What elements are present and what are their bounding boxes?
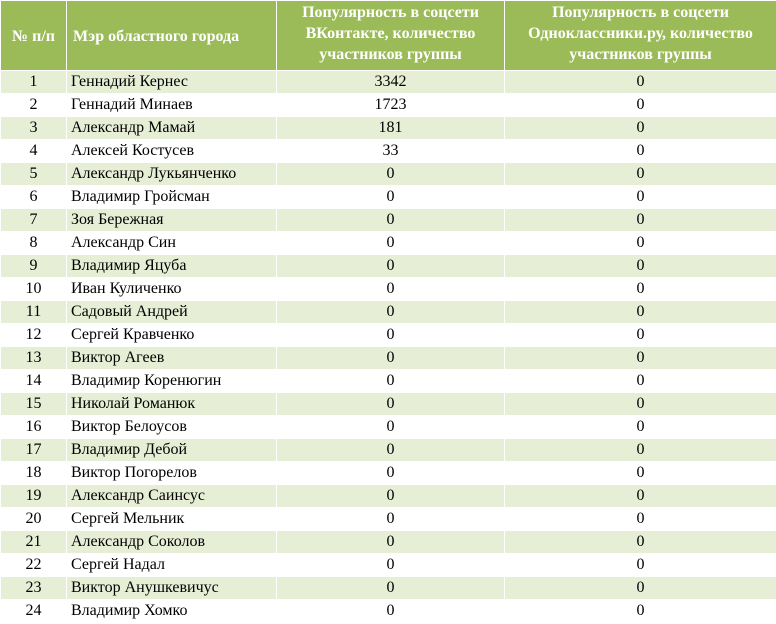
odnoklassniki-count-cell: 0 (505, 209, 776, 232)
odnoklassniki-count-cell: 0 (505, 577, 776, 600)
odnoklassniki-count-cell: 0 (505, 554, 776, 577)
row-number-cell: 14 (1, 370, 67, 393)
row-number-cell: 19 (1, 485, 67, 508)
header-mayor (67, 1, 277, 71)
row-number-cell: 5 (1, 163, 67, 186)
odnoklassniki-count-cell: 0 (505, 439, 776, 462)
row-number-cell: 12 (1, 324, 67, 347)
odnoklassniki-count-cell: 0 (505, 186, 776, 209)
odnoklassniki-count-cell: 0 (505, 301, 776, 324)
mayor-name-cell: Владимир Хомко (67, 600, 277, 623)
vkontakte-count-cell: 0 (277, 255, 505, 278)
table-row (1, 531, 776, 554)
table-row (1, 232, 776, 255)
row-number-cell: 13 (1, 347, 67, 370)
odnoklassniki-count-cell: 0 (505, 347, 776, 370)
row-number-cell: 1 (1, 71, 67, 94)
mayor-name-cell: Владимир Дебой (67, 439, 277, 462)
vkontakte-count-cell: 0 (277, 531, 505, 554)
row-number-cell: 10 (1, 278, 67, 301)
table-row (1, 370, 776, 393)
mayor-name-cell: Геннадий Кернес (67, 71, 277, 94)
mayor-name-cell: Александр Саинсус (67, 485, 277, 508)
vkontakte-count-cell: 1723 (277, 94, 505, 117)
odnoklassniki-count-cell: 0 (505, 393, 776, 416)
header-vkontakte-label: Популярность в соцсети ВКонтакте, количество участников группы (302, 4, 479, 63)
vkontakte-count-cell: 3342 (277, 71, 505, 94)
header-odnoklassniki-label: Популярность в соцсети Одноклассники.ру, количество участников группы (528, 4, 753, 63)
mayor-name-cell: Владимир Яцуба (67, 255, 277, 278)
header-mayor-label: Мэр областного города (73, 27, 240, 45)
row-number-cell: 6 (1, 186, 67, 209)
odnoklassniki-count-cell: 0 (505, 462, 776, 485)
row-number-cell: 4 (1, 140, 67, 163)
vkontakte-count-cell: 0 (277, 508, 505, 531)
odnoklassniki-count-cell: 0 (505, 508, 776, 531)
vkontakte-count-cell: 0 (277, 577, 505, 600)
odnoklassniki-count-cell: 0 (505, 117, 776, 140)
table-row (1, 186, 776, 209)
mayor-name-cell: Виктор Агеев (67, 347, 277, 370)
table-row (1, 324, 776, 347)
table-row (1, 255, 776, 278)
odnoklassniki-count-cell: 0 (505, 416, 776, 439)
mayor-name-cell: Сергей Кравченко (67, 324, 277, 347)
row-number-cell: 23 (1, 577, 67, 600)
vkontakte-count-cell: 0 (277, 278, 505, 301)
table-row (1, 600, 776, 623)
vkontakte-count-cell: 0 (277, 186, 505, 209)
table-row (1, 347, 776, 370)
odnoklassniki-count-cell: 0 (505, 140, 776, 163)
header-row (1, 1, 776, 71)
vkontakte-count-cell: 0 (277, 600, 505, 623)
vkontakte-count-cell: 0 (277, 232, 505, 255)
odnoklassniki-count-cell: 0 (505, 485, 776, 508)
table-row (1, 508, 776, 531)
mayor-name-cell: Владимир Коренюгин (67, 370, 277, 393)
vkontakte-count-cell: 0 (277, 209, 505, 232)
table-row (1, 439, 776, 462)
vkontakte-count-cell: 0 (277, 416, 505, 439)
odnoklassniki-count-cell: 0 (505, 71, 776, 94)
mayor-name-cell: Александр Соколов (67, 531, 277, 554)
header-number-label: № п/п (12, 27, 55, 45)
row-number-cell: 24 (1, 600, 67, 623)
mayor-name-cell: Владимир Гройсман (67, 186, 277, 209)
mayor-name-cell: Александр Син (67, 232, 277, 255)
mayor-name-cell: Виктор Погорелов (67, 462, 277, 485)
vkontakte-count-cell: 0 (277, 485, 505, 508)
table-row (1, 462, 776, 485)
mayor-name-cell: Александр Лукьянченко (67, 163, 277, 186)
vkontakte-count-cell: 0 (277, 163, 505, 186)
table-row (1, 140, 776, 163)
row-number-cell: 16 (1, 416, 67, 439)
row-number-cell: 3 (1, 117, 67, 140)
row-number-cell: 18 (1, 462, 67, 485)
mayor-name-cell: Александр Мамай (67, 117, 277, 140)
row-number-cell: 7 (1, 209, 67, 232)
mayor-name-cell: Зоя Бережная (67, 209, 277, 232)
odnoklassniki-count-cell: 0 (505, 370, 776, 393)
table-row (1, 117, 776, 140)
row-number-cell: 22 (1, 554, 67, 577)
odnoklassniki-count-cell: 0 (505, 531, 776, 554)
row-number-cell: 20 (1, 508, 67, 531)
mayor-name-cell: Виктор Анушкевичус (67, 577, 277, 600)
vkontakte-count-cell: 0 (277, 301, 505, 324)
header-odnoklassniki (505, 1, 776, 71)
header-vkontakte (277, 1, 505, 71)
table-row (1, 577, 776, 600)
row-number-cell: 2 (1, 94, 67, 117)
table-row (1, 163, 776, 186)
vkontakte-count-cell: 0 (277, 554, 505, 577)
vkontakte-count-cell: 33 (277, 140, 505, 163)
mayor-name-cell: Геннадий Минаев (67, 94, 277, 117)
table-row (1, 485, 776, 508)
odnoklassniki-count-cell: 0 (505, 278, 776, 301)
odnoklassniki-count-cell: 0 (505, 232, 776, 255)
table-row (1, 301, 776, 324)
table-header (1, 1, 776, 71)
row-number-cell: 9 (1, 255, 67, 278)
mayor-name-cell: Алексей Костусев (67, 140, 277, 163)
odnoklassniki-count-cell: 0 (505, 600, 776, 623)
mayor-name-cell: Виктор Белоусов (67, 416, 277, 439)
table-row (1, 278, 776, 301)
table-row (1, 393, 776, 416)
mayor-name-cell: Садовый Андрей (67, 301, 277, 324)
header-number (1, 1, 67, 71)
odnoklassniki-count-cell: 0 (505, 163, 776, 186)
mayor-name-cell: Николай Романюк (67, 393, 277, 416)
table-row (1, 209, 776, 232)
vkontakte-count-cell: 0 (277, 324, 505, 347)
vkontakte-count-cell: 0 (277, 439, 505, 462)
vkontakte-count-cell: 0 (277, 370, 505, 393)
row-number-cell: 11 (1, 301, 67, 324)
row-number-cell: 15 (1, 393, 67, 416)
table-row (1, 94, 776, 117)
table-row (1, 416, 776, 439)
row-number-cell: 17 (1, 439, 67, 462)
row-number-cell: 8 (1, 232, 67, 255)
row-number-cell: 21 (1, 531, 67, 554)
vkontakte-count-cell: 181 (277, 117, 505, 140)
mayor-name-cell: Сергей Мельник (67, 508, 277, 531)
odnoklassniki-count-cell: 0 (505, 255, 776, 278)
vkontakte-count-cell: 0 (277, 462, 505, 485)
vkontakte-count-cell: 0 (277, 393, 505, 416)
mayor-name-cell: Сергей Надал (67, 554, 277, 577)
table-body (1, 71, 776, 623)
table-row (1, 554, 776, 577)
vkontakte-count-cell: 0 (277, 347, 505, 370)
odnoklassniki-count-cell: 0 (505, 94, 776, 117)
mayor-name-cell: Иван Куличенко (67, 278, 277, 301)
table-row (1, 71, 776, 94)
odnoklassniki-count-cell: 0 (505, 324, 776, 347)
